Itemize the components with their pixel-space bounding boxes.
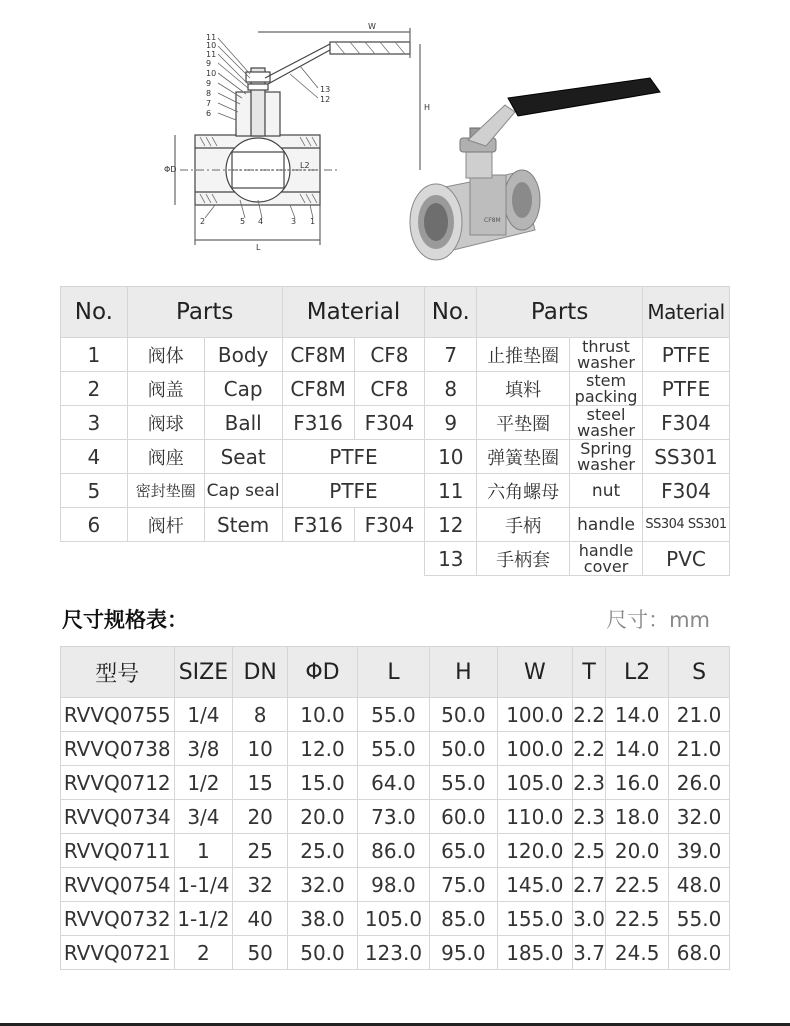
cell-l2: 22.5	[606, 902, 669, 936]
cell-w: 105.0	[497, 766, 572, 800]
part-cn: 弹簧垫圈	[477, 440, 570, 474]
cell-size: 1/2	[174, 766, 233, 800]
valve-photo	[410, 78, 660, 260]
part-cn: 阀体	[127, 338, 204, 372]
cell-model: RVVQ0721	[61, 936, 175, 970]
cell-t: 3.7	[572, 936, 605, 970]
cell-dn: 8	[233, 698, 288, 732]
part-material-2: F304	[354, 508, 425, 542]
cell-h: 55.0	[429, 766, 497, 800]
cell-d: 12.0	[288, 732, 358, 766]
cell-h: 65.0	[429, 834, 497, 868]
part-material-1: SS304	[645, 517, 685, 532]
cell-d: 32.0	[288, 868, 358, 902]
cell-model: RVVQ0754	[61, 868, 175, 902]
header-l2: L2	[606, 647, 669, 698]
parts-header-row	[61, 287, 730, 338]
cell-s: 68.0	[669, 936, 730, 970]
part-no: 8	[425, 372, 477, 406]
part-en	[570, 542, 643, 576]
callout-right-0: 13	[320, 85, 331, 94]
part-no: 3	[61, 406, 128, 440]
header-no: No.	[61, 287, 128, 338]
part-cn: 阀杆	[127, 508, 204, 542]
cell-l2: 24.5	[606, 936, 669, 970]
header-parts-2: Parts	[477, 287, 643, 338]
cell-s: 48.0	[669, 868, 730, 902]
table-row	[61, 440, 730, 474]
cell-l: 64.0	[357, 766, 429, 800]
part-en: nut	[570, 474, 643, 508]
part-en	[570, 406, 643, 440]
part-en-line-2: washer	[577, 420, 635, 440]
part-en-line-1: handle	[578, 540, 634, 560]
part-cn: 密封垫圈	[127, 474, 204, 508]
callout-left-2: 11	[206, 50, 217, 59]
cell-model: RVVQ0711	[61, 834, 175, 868]
callout-bottom-3: 3	[291, 217, 297, 226]
part-no: 7	[425, 338, 477, 372]
cell-h: 60.0	[429, 800, 497, 834]
body-mark: CF8M	[484, 217, 501, 224]
cell-l2: 20.0	[606, 834, 669, 868]
part-en-line-1: Spring	[580, 438, 632, 458]
header-parts: Parts	[127, 287, 282, 338]
part-cn: 止推垫圈	[477, 338, 570, 372]
cell-size: 3/8	[174, 732, 233, 766]
callout-right-1: 12	[320, 95, 331, 104]
table-row	[61, 902, 730, 936]
table-row	[61, 542, 730, 576]
part-en: Cap seal	[204, 474, 282, 508]
cell-w: 120.0	[497, 834, 572, 868]
part-material-1: F316	[282, 406, 354, 440]
cell-dn: 20	[233, 800, 288, 834]
part-no: 9	[425, 406, 477, 440]
cell-model: RVVQ0734	[61, 800, 175, 834]
part-cn: 手柄套	[477, 542, 570, 576]
header-model: 型号	[61, 647, 175, 698]
part-en: Ball	[204, 406, 282, 440]
cell-l2: 14.0	[606, 698, 669, 732]
callout-left-8: 6	[206, 109, 212, 118]
cell-size: 1-1/2	[174, 902, 233, 936]
dimensions-title: 尺寸规格表：	[62, 608, 188, 632]
part-en: Seat	[204, 440, 282, 474]
cell-h: 50.0	[429, 732, 497, 766]
part-en: handle	[570, 508, 643, 542]
part-material: F304	[643, 474, 730, 508]
table-row	[61, 834, 730, 868]
part-cn: 六角螺母	[477, 474, 570, 508]
callout-left-5: 9	[206, 79, 212, 88]
part-en-line-1: thrust	[582, 336, 630, 356]
part-cn: 阀球	[127, 406, 204, 440]
part-en: Stem	[204, 508, 282, 542]
cell-l: 105.0	[357, 902, 429, 936]
cell-t: 2.3	[572, 766, 605, 800]
header-t: T	[572, 647, 605, 698]
part-no: 5	[61, 474, 128, 508]
cell-h: 75.0	[429, 868, 497, 902]
cell-d: 20.0	[288, 800, 358, 834]
part-material	[643, 508, 730, 542]
part-en-line-2: washer	[577, 352, 635, 372]
dims-body	[61, 698, 730, 970]
part-cn: 阀盖	[127, 372, 204, 406]
dim-label-h: H	[424, 103, 431, 112]
callout-left-0: 11	[206, 33, 217, 42]
cell-l: 86.0	[357, 834, 429, 868]
cell-model: RVVQ0755	[61, 698, 175, 732]
part-no: 11	[425, 474, 477, 508]
part-en	[570, 372, 643, 406]
cell-w: 100.0	[497, 732, 572, 766]
part-material: PVC	[643, 542, 730, 576]
dim-label-w: W	[368, 22, 376, 31]
part-material: SS301	[643, 440, 730, 474]
part-material: F304	[643, 406, 730, 440]
cell-s: 55.0	[669, 902, 730, 936]
table-row	[61, 508, 730, 542]
cell-d: 10.0	[288, 698, 358, 732]
cell-l: 73.0	[357, 800, 429, 834]
cell-s: 21.0	[669, 698, 730, 732]
part-no: 12	[425, 508, 477, 542]
part-no: 2	[61, 372, 128, 406]
table-row	[61, 338, 730, 372]
cell-w: 185.0	[497, 936, 572, 970]
cell-s: 21.0	[669, 732, 730, 766]
header-dn: DN	[233, 647, 288, 698]
cell-s: 26.0	[669, 766, 730, 800]
cell-l2: 22.5	[606, 868, 669, 902]
table-row	[61, 406, 730, 440]
part-en: Cap	[204, 372, 282, 406]
table-row	[61, 732, 730, 766]
cell-dn: 32	[233, 868, 288, 902]
cell-t: 2.2	[572, 732, 605, 766]
table-row	[61, 868, 730, 902]
cell-d: 38.0	[288, 902, 358, 936]
part-material-2: F304	[354, 406, 425, 440]
cell-l2: 14.0	[606, 732, 669, 766]
part-material-2: SS301	[687, 517, 727, 532]
header-d: ΦD	[288, 647, 358, 698]
part-material-1: F316	[282, 508, 354, 542]
cell-s: 39.0	[669, 834, 730, 868]
cell-t: 2.5	[572, 834, 605, 868]
cell-s: 32.0	[669, 800, 730, 834]
part-material: PTFE	[282, 474, 425, 508]
cross-section-drawing	[175, 28, 420, 245]
part-material-2: CF8	[354, 372, 425, 406]
part-en	[570, 440, 643, 474]
part-material-2: CF8	[354, 338, 425, 372]
callout-left-3: 9	[206, 59, 212, 68]
part-en	[570, 338, 643, 372]
table-row	[61, 698, 730, 732]
cell-l2: 16.0	[606, 766, 669, 800]
cell-model: RVVQ0712	[61, 766, 175, 800]
parts-table	[60, 286, 730, 576]
cell-l: 98.0	[357, 868, 429, 902]
cell-t: 3.0	[572, 902, 605, 936]
cell-dn: 40	[233, 902, 288, 936]
cell-size: 1/4	[174, 698, 233, 732]
ball-valve-illustration	[0, 0, 790, 285]
cell-h: 50.0	[429, 698, 497, 732]
part-en: Body	[204, 338, 282, 372]
cell-d: 25.0	[288, 834, 358, 868]
cell-t: 2.3	[572, 800, 605, 834]
cell-t: 2.2	[572, 698, 605, 732]
cell-l: 123.0	[357, 936, 429, 970]
table-row	[61, 766, 730, 800]
part-material: PTFE	[643, 338, 730, 372]
cell-dn: 25	[233, 834, 288, 868]
dim-label-l: L	[256, 243, 261, 252]
part-material-1: CF8M	[282, 338, 354, 372]
cell-size: 1-1/4	[174, 868, 233, 902]
part-material: PTFE	[643, 372, 730, 406]
callout-left-6: 8	[206, 89, 212, 98]
part-no: 13	[425, 542, 477, 576]
part-cn: 填料	[477, 372, 570, 406]
part-en-line-2: cover	[583, 556, 629, 576]
callout-left-1: 10	[206, 41, 217, 50]
table-row	[61, 372, 730, 406]
cell-l: 55.0	[357, 732, 429, 766]
cell-dn: 15	[233, 766, 288, 800]
cell-w: 145.0	[497, 868, 572, 902]
callout-left-7: 7	[206, 99, 212, 108]
dim-label-l2: L2	[300, 161, 310, 170]
cell-model: RVVQ0732	[61, 902, 175, 936]
callout-bottom-0: 2	[200, 217, 206, 226]
callout-bottom-2: 4	[258, 217, 264, 226]
cell-h: 95.0	[429, 936, 497, 970]
header-l: L	[357, 647, 429, 698]
table-row	[61, 800, 730, 834]
callout-bottom-1: 5	[240, 217, 246, 226]
cell-d: 15.0	[288, 766, 358, 800]
cell-w: 110.0	[497, 800, 572, 834]
part-en-line-2: packing	[574, 386, 638, 406]
dimensions-table	[60, 646, 730, 970]
part-en-line-1: stem	[586, 370, 627, 390]
table-row	[61, 936, 730, 970]
part-no: 6	[61, 508, 128, 542]
callout-bottom-4: 1	[310, 217, 316, 226]
header-material: Material	[282, 287, 425, 338]
header-w: W	[497, 647, 572, 698]
cell-l: 55.0	[357, 698, 429, 732]
dimensions-unit: 尺寸：mm	[606, 608, 710, 632]
cell-h: 85.0	[429, 902, 497, 936]
part-en-line-2: washer	[577, 454, 635, 474]
part-no: 4	[61, 440, 128, 474]
cell-size: 3/4	[174, 800, 233, 834]
empty-cell	[61, 542, 425, 576]
cell-l2: 18.0	[606, 800, 669, 834]
cell-t: 2.7	[572, 868, 605, 902]
header-s: S	[669, 647, 730, 698]
callout-left-4: 10	[206, 69, 217, 78]
cell-w: 100.0	[497, 698, 572, 732]
table-row	[61, 474, 730, 508]
cell-dn: 10	[233, 732, 288, 766]
part-cn: 阀座	[127, 440, 204, 474]
header-size: SIZE	[174, 647, 233, 698]
header-material-2: Material	[643, 287, 730, 338]
cell-d: 50.0	[288, 936, 358, 970]
part-en-line-1: steel	[586, 404, 626, 424]
header-h: H	[429, 647, 497, 698]
cell-model: RVVQ0738	[61, 732, 175, 766]
dims-header-row	[61, 647, 730, 698]
part-material-1: CF8M	[282, 372, 354, 406]
part-cn: 平垫圈	[477, 406, 570, 440]
cell-size: 2	[174, 936, 233, 970]
dim-label-d: ΦD	[164, 165, 177, 174]
cell-size: 1	[174, 834, 233, 868]
part-no: 10	[425, 440, 477, 474]
header-no-2: No.	[425, 287, 477, 338]
cell-dn: 50	[233, 936, 288, 970]
part-cn: 手柄	[477, 508, 570, 542]
part-no: 1	[61, 338, 128, 372]
cell-w: 155.0	[497, 902, 572, 936]
part-material: PTFE	[282, 440, 425, 474]
